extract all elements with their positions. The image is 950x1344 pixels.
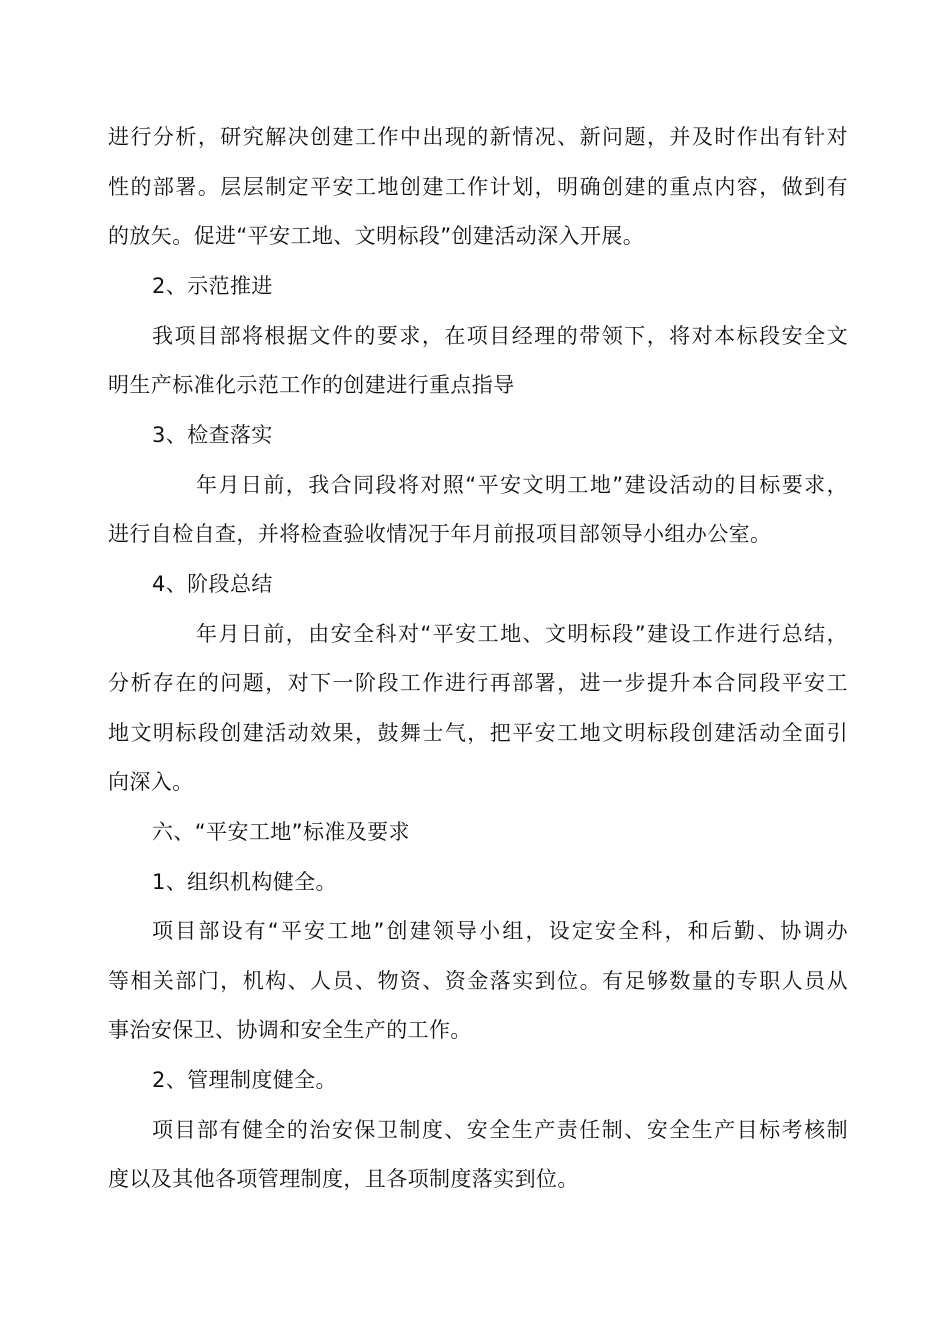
paragraph-line: 项目部有健全的治安保卫制度、安全生产责任制、安全生产目标考核制 [152, 1118, 848, 1142]
section-heading: 2、管理制度健全。 [152, 1068, 337, 1092]
paragraph-line: 项目部设有“平安工地”创建领导小组，设定安全科，和后勤、协调办 [152, 919, 848, 943]
section-heading: 2、示范推进 [152, 274, 273, 298]
paragraph-line: 地文明标段创建活动效果，鼓舞士气，把平安工地文明标段创建活动全面引 [108, 721, 848, 745]
paragraph-line: 事治安保卫、协调和安全生产的工作。 [108, 1018, 472, 1042]
paragraph-line: 度以及其他各项管理制度，且各项制度落实到位。 [108, 1167, 579, 1191]
paragraph-line: 分析存在的问题，对下一阶段工作进行再部署，进一步提升本合同段平安工 [108, 671, 848, 695]
paragraph-line: 明生产标准化示范工作的创建进行重点指导 [108, 373, 515, 397]
paragraph-line: 进行自检自查，并将检查验收情况于年月前报项目部领导小组办公室。 [108, 522, 772, 546]
section-heading: 3、检查落实 [152, 423, 273, 447]
paragraph-line: 等相关部门，机构、人员、物资、资金落实到位。有足够数量的专职人员从 [108, 969, 848, 993]
paragraph-line: 进行分析，研究解决创建工作中出现的新情况、新问题，并及时作出有针对 [108, 125, 848, 149]
paragraph-line: 我项目部将根据文件的要求，在项目经理的带领下，将对本标段安全文 [152, 324, 848, 348]
chapter-heading: 六、“平安工地”标准及要求 [152, 820, 410, 844]
section-heading: 1、组织机构健全。 [152, 870, 337, 894]
paragraph-line: 年月日前，我合同段将对照“平安文明工地”建设活动的目标要求， [196, 473, 848, 497]
paragraph-line: 性的部署。层层制定平安工地创建工作计划，明确创建的重点内容，做到有 [108, 175, 848, 199]
paragraph-line: 向深入。 [108, 770, 194, 794]
paragraph-line: 年月日前，由安全科对“平安工地、文明标段”建设工作进行总结， [196, 622, 848, 646]
paragraph-line: 的放矢。促进“平安工地、文明标段”创建活动深入开展。 [108, 224, 645, 248]
section-heading: 4、阶段总结 [152, 572, 273, 596]
